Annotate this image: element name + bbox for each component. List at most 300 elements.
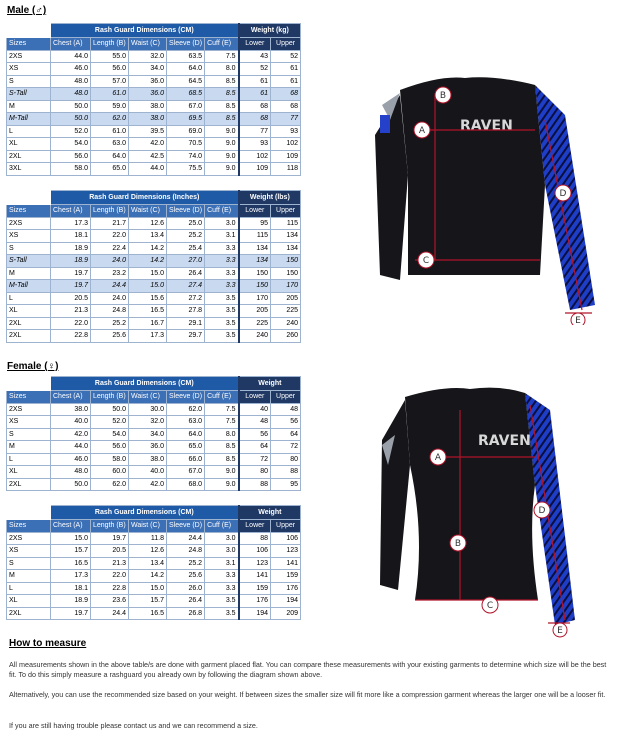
male-inch-table xyxy=(6,190,301,343)
value-cell: 9.0 xyxy=(205,478,239,491)
value-cell: 14.2 xyxy=(129,570,167,583)
value-cell: 14.2 xyxy=(129,242,167,255)
value-cell: 106 xyxy=(271,532,301,545)
how-to-paragraph-1: All measurements shown in the above table/s are done with garment placed flat. You can compare these measurements with your existing garments to determine which size will be the best fit. To do this simply measure a rashguard you already own by following the diagram shown above. xyxy=(9,660,607,679)
size-cell: XL xyxy=(7,466,51,479)
table-row xyxy=(7,557,301,570)
value-cell: 3.3 xyxy=(205,242,239,255)
column-header: Upper xyxy=(271,38,301,51)
table-title: Rash Guard Dimensions (Inches) xyxy=(51,191,239,205)
size-cell: 2XL xyxy=(7,317,51,330)
table-row xyxy=(7,545,301,558)
value-cell: 8.5 xyxy=(205,100,239,113)
size-cell: M xyxy=(7,100,51,113)
value-cell: 26.0 xyxy=(167,582,205,595)
table-row xyxy=(7,428,301,441)
marker-a: A xyxy=(418,126,426,136)
size-cell: XS xyxy=(7,230,51,243)
value-cell: 56.0 xyxy=(51,150,91,163)
table-row xyxy=(7,63,301,76)
value-cell: 176 xyxy=(271,582,301,595)
male-rashguard-diagram xyxy=(360,75,610,325)
value-cell: 69.0 xyxy=(167,125,205,138)
value-cell: 8.5 xyxy=(205,113,239,126)
value-cell: 19.7 xyxy=(51,280,91,293)
table-row xyxy=(7,330,301,343)
value-cell: 24.0 xyxy=(91,255,129,268)
value-cell: 150 xyxy=(239,280,271,293)
size-cell: M xyxy=(7,441,51,454)
size-cell: 3XL xyxy=(7,163,51,176)
marker-e: E xyxy=(575,316,581,325)
column-header: Length (B) xyxy=(91,520,129,533)
table-row xyxy=(7,75,301,88)
value-cell: 18.1 xyxy=(51,582,91,595)
value-cell: 27.2 xyxy=(167,292,205,305)
value-cell: 25.6 xyxy=(167,570,205,583)
value-cell: 57.0 xyxy=(91,75,129,88)
value-cell: 44.0 xyxy=(129,163,167,176)
table-row xyxy=(7,100,301,113)
value-cell: 150 xyxy=(239,267,271,280)
value-cell: 102 xyxy=(271,138,301,151)
value-cell: 18.1 xyxy=(51,230,91,243)
marker-d: D xyxy=(538,506,546,516)
size-cell: 2XS xyxy=(7,217,51,230)
value-cell: 15.7 xyxy=(51,545,91,558)
value-cell: 36.0 xyxy=(129,441,167,454)
value-cell: 12.6 xyxy=(129,217,167,230)
value-cell: 22.8 xyxy=(91,582,129,595)
size-cell: S-Tall xyxy=(7,88,51,101)
value-cell: 61.0 xyxy=(91,125,129,138)
table-row xyxy=(7,163,301,176)
value-cell: 17.3 xyxy=(51,217,91,230)
value-cell: 240 xyxy=(239,330,271,343)
value-cell: 38.0 xyxy=(51,403,91,416)
value-cell: 56 xyxy=(271,416,301,429)
value-cell: 9.0 xyxy=(205,466,239,479)
table-row xyxy=(7,532,301,545)
table-row xyxy=(7,88,301,101)
value-cell: 9.0 xyxy=(205,150,239,163)
value-cell: 44.0 xyxy=(51,50,91,63)
column-header: Cuff (E) xyxy=(205,38,239,51)
value-cell: 8.5 xyxy=(205,88,239,101)
value-cell: 150 xyxy=(271,255,301,268)
column-header: Upper xyxy=(271,205,301,218)
value-cell: 3.5 xyxy=(205,292,239,305)
value-cell: 20.5 xyxy=(91,545,129,558)
value-cell: 34.0 xyxy=(129,428,167,441)
value-cell: 159 xyxy=(271,570,301,583)
value-cell: 48 xyxy=(271,403,301,416)
column-header: Waist (C) xyxy=(129,520,167,533)
size-cell: M xyxy=(7,267,51,280)
value-cell: 9.0 xyxy=(205,138,239,151)
value-cell: 58.0 xyxy=(51,163,91,176)
table-title: Rash Guard Dimensions (CM) xyxy=(51,24,239,38)
value-cell: 159 xyxy=(239,582,271,595)
marker-d: D xyxy=(559,189,567,199)
column-header: Sleeve (D) xyxy=(167,391,205,404)
value-cell: 21.3 xyxy=(91,557,129,570)
value-cell: 46.0 xyxy=(51,63,91,76)
value-cell: 8.5 xyxy=(205,453,239,466)
table-row xyxy=(7,138,301,151)
value-cell: 24.4 xyxy=(167,532,205,545)
table-row xyxy=(7,607,301,620)
value-cell: 8.5 xyxy=(205,441,239,454)
column-header: Cuff (E) xyxy=(205,520,239,533)
value-cell: 29.1 xyxy=(167,317,205,330)
weight-title: Weight xyxy=(239,377,301,391)
column-header: Length (B) xyxy=(91,205,129,218)
value-cell: 18.9 xyxy=(51,255,91,268)
table-row xyxy=(7,416,301,429)
size-cell: M-Tall xyxy=(7,113,51,126)
value-cell: 118 xyxy=(271,163,301,176)
value-cell: 3.5 xyxy=(205,317,239,330)
value-cell: 13.4 xyxy=(129,557,167,570)
value-cell: 48.0 xyxy=(51,75,91,88)
value-cell: 170 xyxy=(271,280,301,293)
value-cell: 68.0 xyxy=(167,478,205,491)
value-cell: 22.0 xyxy=(91,570,129,583)
value-cell: 77 xyxy=(271,113,301,126)
value-cell: 8.0 xyxy=(205,428,239,441)
value-cell: 11.8 xyxy=(129,532,167,545)
male-left-sleeve xyxy=(375,95,408,280)
value-cell: 88 xyxy=(239,478,271,491)
value-cell: 23.6 xyxy=(91,595,129,608)
how-to-paragraph-3: If you are still having trouble please contact us and we can recommend a size. xyxy=(9,721,258,730)
value-cell: 8.0 xyxy=(205,63,239,76)
value-cell: 39.5 xyxy=(129,125,167,138)
column-header: Lower xyxy=(239,205,271,218)
size-cell: L xyxy=(7,292,51,305)
value-cell: 22.4 xyxy=(91,242,129,255)
column-header: Chest (A) xyxy=(51,205,91,218)
value-cell: 56.0 xyxy=(91,63,129,76)
value-cell: 68 xyxy=(271,88,301,101)
marker-c: C xyxy=(486,601,494,611)
value-cell: 3.3 xyxy=(205,280,239,293)
value-cell: 123 xyxy=(271,545,301,558)
size-cell: XL xyxy=(7,305,51,318)
value-cell: 7.5 xyxy=(205,403,239,416)
size-cell: 2XL xyxy=(7,150,51,163)
value-cell: 141 xyxy=(271,557,301,570)
value-cell: 27.0 xyxy=(167,255,205,268)
female-left-sleeve xyxy=(380,400,410,590)
size-cell: S xyxy=(7,557,51,570)
table-row xyxy=(7,113,301,126)
value-cell: 3.3 xyxy=(205,582,239,595)
value-cell: 43 xyxy=(239,50,271,63)
value-cell: 67.0 xyxy=(167,100,205,113)
value-cell: 109 xyxy=(239,163,271,176)
table-row xyxy=(7,466,301,479)
value-cell: 150 xyxy=(271,267,301,280)
value-cell: 61 xyxy=(239,75,271,88)
size-cell: L xyxy=(7,453,51,466)
weight-title: Weight xyxy=(239,506,301,520)
value-cell: 115 xyxy=(271,217,301,230)
value-cell: 106 xyxy=(239,545,271,558)
value-cell: 260 xyxy=(271,330,301,343)
value-cell: 209 xyxy=(271,607,301,620)
value-cell: 36.0 xyxy=(129,75,167,88)
value-cell: 52.0 xyxy=(91,416,129,429)
table-row xyxy=(7,292,301,305)
size-cell: S-Tall xyxy=(7,255,51,268)
value-cell: 32.0 xyxy=(129,50,167,63)
how-to-paragraph-2: Alternatively, you can use the recommended size based on your weight. If between sizes the smaller size will fit more like a compression garment whereas the larger one will be a looser fit. xyxy=(9,690,606,699)
size-cell: XS xyxy=(7,545,51,558)
value-cell: 74.0 xyxy=(167,150,205,163)
value-cell: 24.0 xyxy=(91,292,129,305)
female-inch-table xyxy=(6,505,301,620)
value-cell: 17.3 xyxy=(129,330,167,343)
value-cell: 3.3 xyxy=(205,255,239,268)
value-cell: 26.8 xyxy=(167,607,205,620)
table-row xyxy=(7,570,301,583)
column-header: Sizes xyxy=(7,38,51,51)
value-cell: 64.0 xyxy=(167,428,205,441)
column-header: Waist (C) xyxy=(129,391,167,404)
value-cell: 21.3 xyxy=(51,305,91,318)
table-row xyxy=(7,453,301,466)
female-torso xyxy=(405,388,538,600)
value-cell: 20.5 xyxy=(51,292,91,305)
value-cell: 60.0 xyxy=(91,466,129,479)
value-cell: 25.0 xyxy=(167,217,205,230)
table-row xyxy=(7,305,301,318)
size-cell: XS xyxy=(7,416,51,429)
value-cell: 61 xyxy=(271,63,301,76)
column-header: Chest (A) xyxy=(51,520,91,533)
value-cell: 58.0 xyxy=(91,453,129,466)
value-cell: 48 xyxy=(239,416,271,429)
value-cell: 50.0 xyxy=(91,403,129,416)
marker-a: A xyxy=(434,453,442,463)
value-cell: 65.0 xyxy=(91,163,129,176)
value-cell: 25.2 xyxy=(91,317,129,330)
size-cell: 2XL xyxy=(7,607,51,620)
value-cell: 68 xyxy=(271,100,301,113)
value-cell: 9.0 xyxy=(205,163,239,176)
value-cell: 50.0 xyxy=(51,100,91,113)
value-cell: 170 xyxy=(239,292,271,305)
value-cell: 15.7 xyxy=(129,595,167,608)
value-cell: 26.4 xyxy=(167,595,205,608)
value-cell: 205 xyxy=(239,305,271,318)
value-cell: 48.0 xyxy=(51,466,91,479)
value-cell: 15.6 xyxy=(129,292,167,305)
male-heading: Male (♂) xyxy=(7,5,47,16)
value-cell: 50.0 xyxy=(51,478,91,491)
value-cell: 40.0 xyxy=(51,416,91,429)
value-cell: 61 xyxy=(239,88,271,101)
value-cell: 63.5 xyxy=(167,50,205,63)
table-row xyxy=(7,403,301,416)
value-cell: 29.7 xyxy=(167,330,205,343)
value-cell: 27.4 xyxy=(167,280,205,293)
column-header: Sleeve (D) xyxy=(167,520,205,533)
size-cell: XL xyxy=(7,595,51,608)
value-cell: 17.3 xyxy=(51,570,91,583)
value-cell: 205 xyxy=(271,292,301,305)
value-cell: 52.0 xyxy=(51,125,91,138)
table-row xyxy=(7,478,301,491)
value-cell: 22.8 xyxy=(51,330,91,343)
size-cell: 2XS xyxy=(7,532,51,545)
value-cell: 123 xyxy=(239,557,271,570)
value-cell: 48.0 xyxy=(51,88,91,101)
value-cell: 62.0 xyxy=(91,478,129,491)
value-cell: 9.0 xyxy=(205,125,239,138)
value-cell: 23.2 xyxy=(91,267,129,280)
value-cell: 50.0 xyxy=(51,113,91,126)
size-cell: S xyxy=(7,75,51,88)
value-cell: 19.7 xyxy=(51,267,91,280)
size-cell: 2XS xyxy=(7,403,51,416)
value-cell: 16.5 xyxy=(129,607,167,620)
table-row xyxy=(7,50,301,63)
value-cell: 61.0 xyxy=(91,88,129,101)
column-header: Sizes xyxy=(7,520,51,533)
value-cell: 22.0 xyxy=(91,230,129,243)
value-cell: 3.5 xyxy=(205,595,239,608)
value-cell: 13.4 xyxy=(129,230,167,243)
size-cell: XS xyxy=(7,63,51,76)
value-cell: 25.2 xyxy=(167,557,205,570)
value-cell: 27.8 xyxy=(167,305,205,318)
table-row xyxy=(7,230,301,243)
value-cell: 63.0 xyxy=(167,416,205,429)
value-cell: 80 xyxy=(239,466,271,479)
value-cell: 69.5 xyxy=(167,113,205,126)
value-cell: 55.0 xyxy=(91,50,129,63)
value-cell: 3.3 xyxy=(205,267,239,280)
table-row xyxy=(7,125,301,138)
column-header: Length (B) xyxy=(91,391,129,404)
value-cell: 68 xyxy=(239,100,271,113)
value-cell: 16.5 xyxy=(51,557,91,570)
value-cell: 25.6 xyxy=(91,330,129,343)
value-cell: 3.0 xyxy=(205,217,239,230)
value-cell: 24.8 xyxy=(91,305,129,318)
value-cell: 240 xyxy=(271,317,301,330)
value-cell: 25.4 xyxy=(167,242,205,255)
brand-logo: RAVEN xyxy=(460,118,513,134)
table-row xyxy=(7,242,301,255)
value-cell: 72 xyxy=(271,441,301,454)
table-row xyxy=(7,255,301,268)
value-cell: 93 xyxy=(271,125,301,138)
value-cell: 134 xyxy=(271,242,301,255)
value-cell: 134 xyxy=(239,242,271,255)
value-cell: 15.0 xyxy=(129,280,167,293)
value-cell: 62.0 xyxy=(91,113,129,126)
column-header: Sleeve (D) xyxy=(167,38,205,51)
value-cell: 18.9 xyxy=(51,595,91,608)
value-cell: 68.5 xyxy=(167,88,205,101)
marker-b: B xyxy=(439,91,447,101)
value-cell: 134 xyxy=(239,255,271,268)
value-cell: 225 xyxy=(271,305,301,318)
value-cell: 21.7 xyxy=(91,217,129,230)
value-cell: 225 xyxy=(239,317,271,330)
value-cell: 8.5 xyxy=(205,75,239,88)
value-cell: 42.0 xyxy=(129,138,167,151)
value-cell: 52 xyxy=(239,63,271,76)
value-cell: 65.0 xyxy=(167,441,205,454)
value-cell: 42.5 xyxy=(129,150,167,163)
value-cell: 15.0 xyxy=(129,267,167,280)
column-header: Length (B) xyxy=(91,38,129,51)
value-cell: 64.0 xyxy=(167,63,205,76)
value-cell: 24.4 xyxy=(91,280,129,293)
value-cell: 75.5 xyxy=(167,163,205,176)
column-header: Sleeve (D) xyxy=(167,205,205,218)
value-cell: 88 xyxy=(239,532,271,545)
value-cell: 95 xyxy=(239,217,271,230)
value-cell: 36.0 xyxy=(129,88,167,101)
size-cell: L xyxy=(7,582,51,595)
column-header: Chest (A) xyxy=(51,38,91,51)
value-cell: 64.5 xyxy=(167,75,205,88)
value-cell: 32.0 xyxy=(129,416,167,429)
value-cell: 40.0 xyxy=(129,466,167,479)
table-title: Rash Guard Dimensions (CM) xyxy=(51,506,239,520)
column-header: Waist (C) xyxy=(129,205,167,218)
table-row xyxy=(7,217,301,230)
female-rashguard-diagram xyxy=(370,385,590,645)
column-header: Lower xyxy=(239,520,271,533)
how-to-heading: How to measure xyxy=(9,638,87,649)
value-cell: 56.0 xyxy=(91,441,129,454)
value-cell: 70.5 xyxy=(167,138,205,151)
value-cell: 93 xyxy=(239,138,271,151)
female-cm-table xyxy=(6,376,301,491)
value-cell: 80 xyxy=(271,453,301,466)
value-cell: 3.1 xyxy=(205,230,239,243)
value-cell: 59.0 xyxy=(91,100,129,113)
value-cell: 115 xyxy=(239,230,271,243)
table-title: Rash Guard Dimensions (CM) xyxy=(51,377,239,391)
column-header: Upper xyxy=(271,520,301,533)
column-header: Chest (A) xyxy=(51,391,91,404)
table-row xyxy=(7,582,301,595)
value-cell: 66.0 xyxy=(167,453,205,466)
value-cell: 3.5 xyxy=(205,305,239,318)
size-cell: 2XS xyxy=(7,50,51,63)
value-cell: 77 xyxy=(239,125,271,138)
value-cell: 24.8 xyxy=(167,545,205,558)
female-heading: Female (♀) xyxy=(7,361,59,372)
value-cell: 22.0 xyxy=(51,317,91,330)
size-cell: M-Tall xyxy=(7,280,51,293)
value-cell: 19.7 xyxy=(51,607,91,620)
value-cell: 54.0 xyxy=(91,428,129,441)
value-cell: 134 xyxy=(271,230,301,243)
value-cell: 3.1 xyxy=(205,557,239,570)
value-cell: 194 xyxy=(271,595,301,608)
table-row xyxy=(7,280,301,293)
table-row xyxy=(7,150,301,163)
